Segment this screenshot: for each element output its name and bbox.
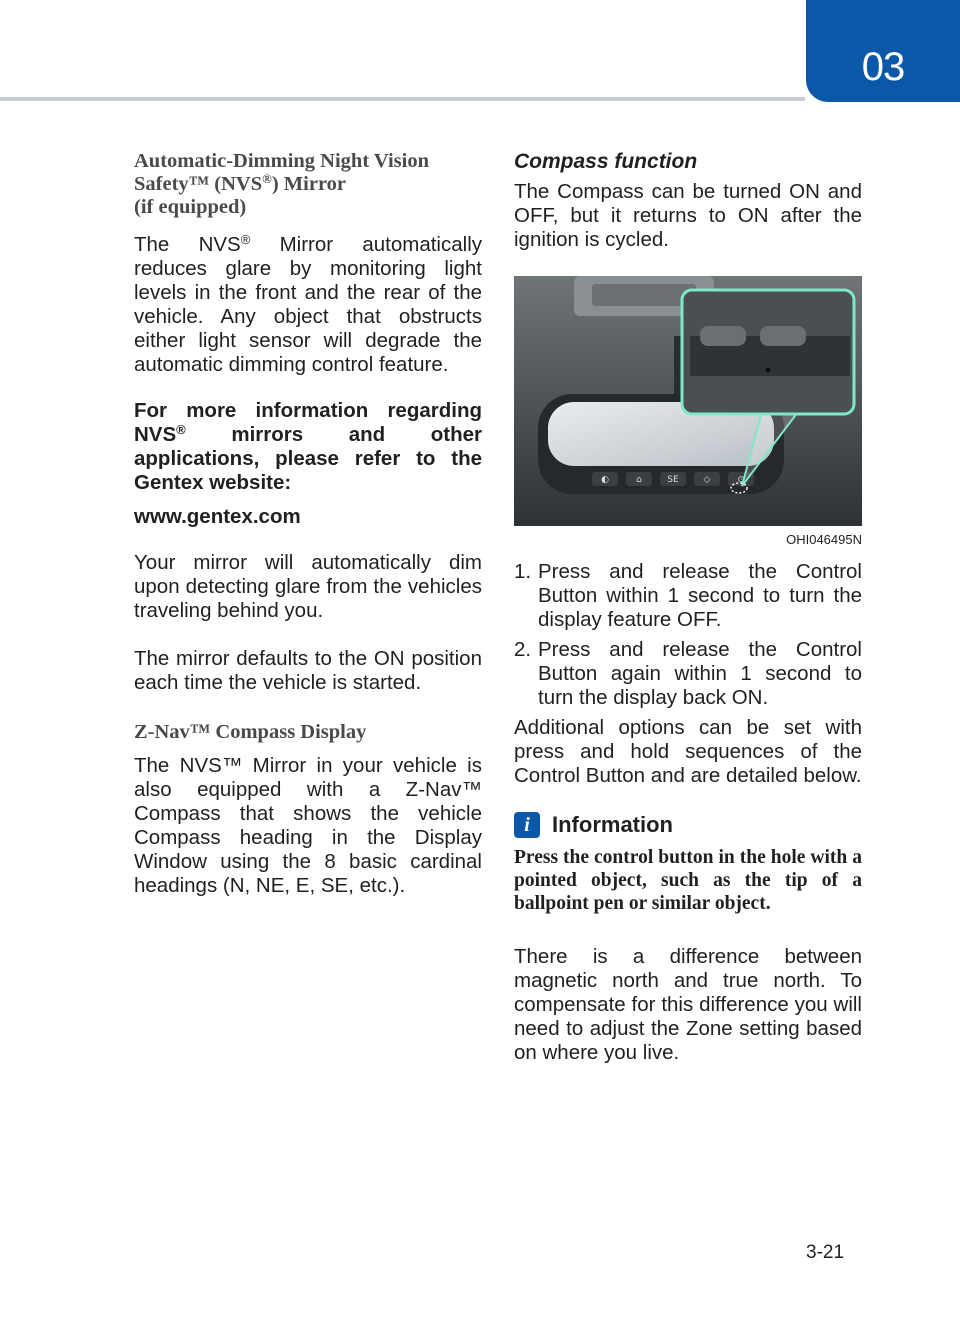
registered-mark: ®	[240, 232, 251, 247]
step-item	[514, 638, 862, 710]
button-label: ◐	[601, 475, 609, 485]
registered-mark: ®	[176, 422, 186, 437]
figure-code: OHI046495N	[786, 532, 862, 547]
text: Mirror automatically reduces glare by monitoring light levels in the front and the rear of the vehicle. Any object that obstructs either light sensor will degrade the automatic dimming control feature.	[134, 233, 482, 376]
step-item	[514, 560, 862, 632]
page-number: 3-21	[806, 1242, 845, 1263]
title-line-3: (if equipped)	[134, 196, 247, 218]
chapter-tab	[806, 0, 960, 102]
paragraph-more-info	[134, 399, 482, 495]
title-line-1: Automatic-Dimming Night Vision	[134, 150, 429, 172]
paragraph-magnetic-north: There is a difference between magnetic north and true north. To compensate for this difference you will need to adjust the Zone setting based on where you live.	[514, 945, 862, 1064]
paragraph-additional-options: Additional options can be set with press and hold sequences of the Control Button and are detailed below.	[514, 716, 862, 787]
left-column	[134, 150, 482, 898]
callout-button-right	[760, 326, 806, 346]
steps-list	[514, 560, 862, 710]
step-number: 2.	[514, 638, 532, 661]
button-label: ◇	[703, 475, 711, 485]
title-line-2: Safety™ (NVS	[134, 173, 263, 195]
gentex-url: www.gentex.com	[134, 505, 301, 528]
info-icon: i	[514, 812, 540, 838]
paragraph-compass-toggle: The Compass can be turned ON and OFF, but it returns to ON after the ignition is cycled.	[514, 180, 862, 251]
header-rule	[0, 97, 805, 101]
step-number: 1.	[514, 560, 532, 583]
mirror-buttons	[592, 472, 754, 486]
paragraph-nvs-intro	[134, 233, 482, 377]
subheading-compass-function: Compass function	[514, 150, 698, 173]
button-label: SE	[667, 475, 679, 485]
paragraph-auto-dim: Your mirror will automatically dim upon detecting glare from the vehicles traveling behind you.	[134, 551, 482, 622]
text: mirrors and other applications, please refer to the Gentex website:	[134, 423, 482, 494]
chapter-number: 03	[861, 45, 905, 89]
text: For more information regarding NVS	[134, 399, 482, 446]
information-heading	[514, 812, 862, 838]
information-title: Information	[552, 812, 673, 837]
mirror-illustration	[514, 276, 862, 526]
paragraph-compass: The NVS™ Mirror in your vehicle is also equipped with a Z-Nav™ Compass that shows the vehicle Compass heading in the Display Window using the 8 basic cardinal headings (N, NE, E, SE, etc.).	[134, 754, 482, 897]
console-grille	[592, 284, 696, 306]
section-title-nvs-mirror	[134, 150, 482, 219]
text: The NVS	[134, 233, 241, 256]
registered-mark: ®	[262, 171, 272, 186]
callout-button-left	[700, 326, 746, 346]
mirror-figure	[514, 276, 862, 547]
information-body: Press the control button in the hole with a pointed object, such as the tip of a ballpoint pen or similar object.	[514, 847, 862, 914]
step-text: Press and release the Control Button within 1 second to turn the display feature OFF.	[538, 560, 862, 631]
step-text: Press and release the Control Button again within 1 second to turn the display back ON.	[538, 638, 862, 709]
button-label: ⌂	[636, 475, 642, 485]
right-column	[514, 150, 862, 1065]
paragraph-default-on: The mirror defaults to the ON position each time the vehicle is started.	[134, 647, 482, 694]
button-label: ⊙	[737, 475, 745, 485]
title-line-2-end: ) Mirror	[271, 173, 347, 195]
section-title-compass: Z-Nav™ Compass Display	[134, 721, 367, 743]
control-hole	[766, 368, 771, 373]
